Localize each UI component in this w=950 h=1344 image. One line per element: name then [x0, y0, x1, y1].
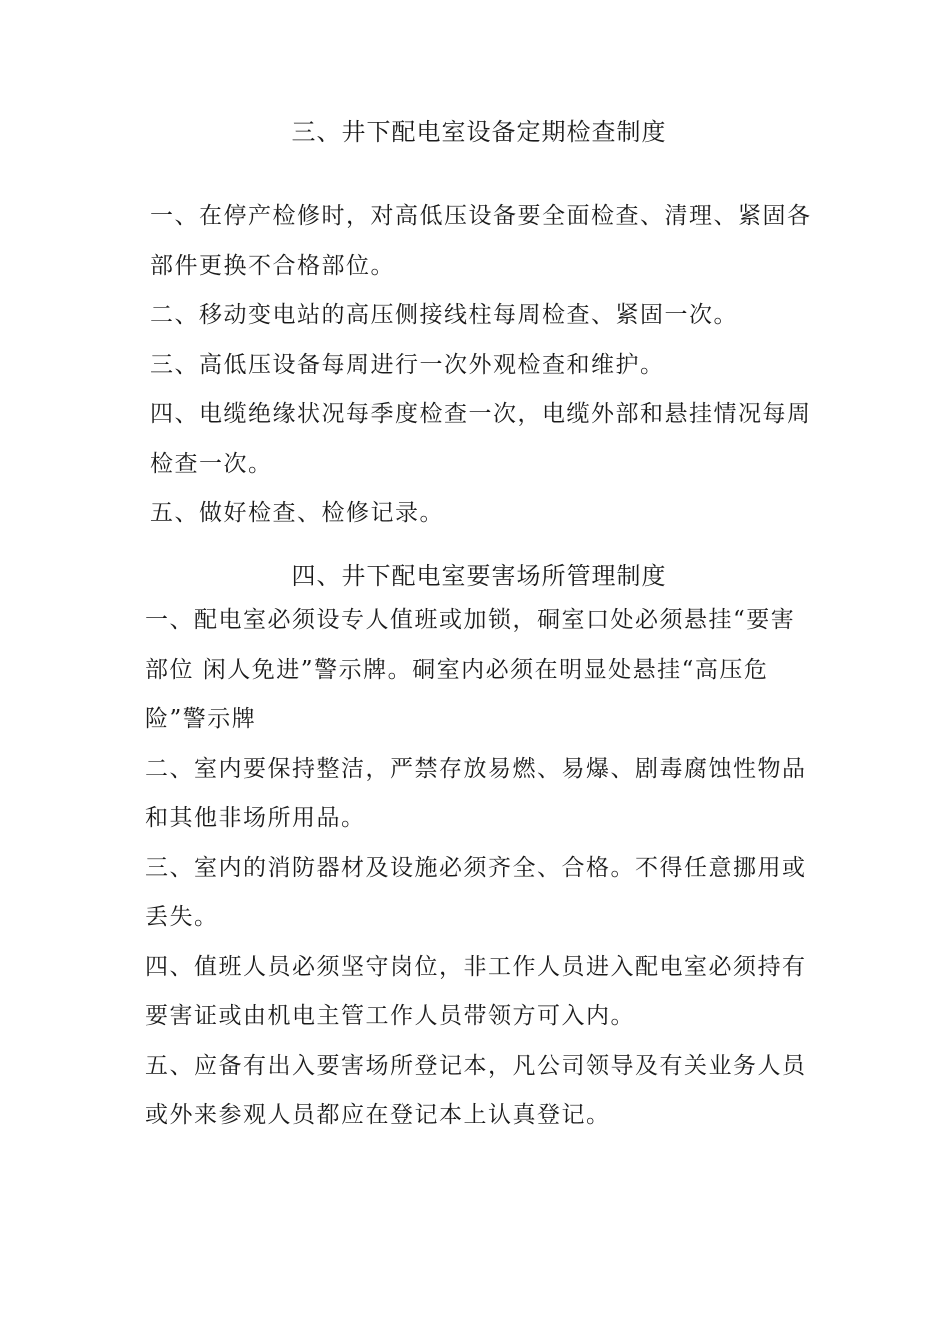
list-item: 一、在停产检修时，对高低压设备要全面检查、清理、紧固各部件更换不合格部位。: [150, 203, 812, 279]
section-critical-area-management: [145, 556, 813, 1141]
list-item: 五、做好检查、检修记录。: [150, 500, 444, 526]
list-item: 四、值班人员必须坚守岗位，非工作人员进入配电室必须持有要害证或由机电主管工作人员带领方可入内。: [145, 953, 807, 1029]
section-title: 三、井下配电室设备定期检查制度: [291, 118, 667, 146]
list-item: 二、室内要保持整洁，严禁存放易燃、易爆、剧毒腐蚀性物品和其他非场所用品。: [145, 755, 807, 831]
list-item: 三、室内的消防器材及设施必须齐全、合格。不得任意挪用或丢失。: [145, 854, 807, 930]
list-item: 二、移动变电站的高压侧接线柱每周检查、紧固一次。: [150, 302, 738, 328]
list-item: 一、配电室必须设专人值班或加锁，硐室口处必须悬挂“要害部位 闲人免进”警示牌。硐室内必须在明显处悬挂“高压危险”警示牌: [145, 607, 796, 732]
section-equipment-inspection: [145, 112, 813, 539]
list-item: 四、电缆绝缘状况每季度检查一次，电缆外部和悬挂情况每周检查一次。: [150, 401, 812, 477]
list-item: 三、高低压设备每周进行一次外观检查和维护。: [150, 351, 665, 378]
list-item: 五、应备有出入要害场所登记本，凡公司领导及有关业务人员或外来参观人员都应在登记本上认真登记。: [145, 1052, 807, 1128]
section-title: 四、井下配电室要害场所管理制度: [291, 562, 667, 590]
